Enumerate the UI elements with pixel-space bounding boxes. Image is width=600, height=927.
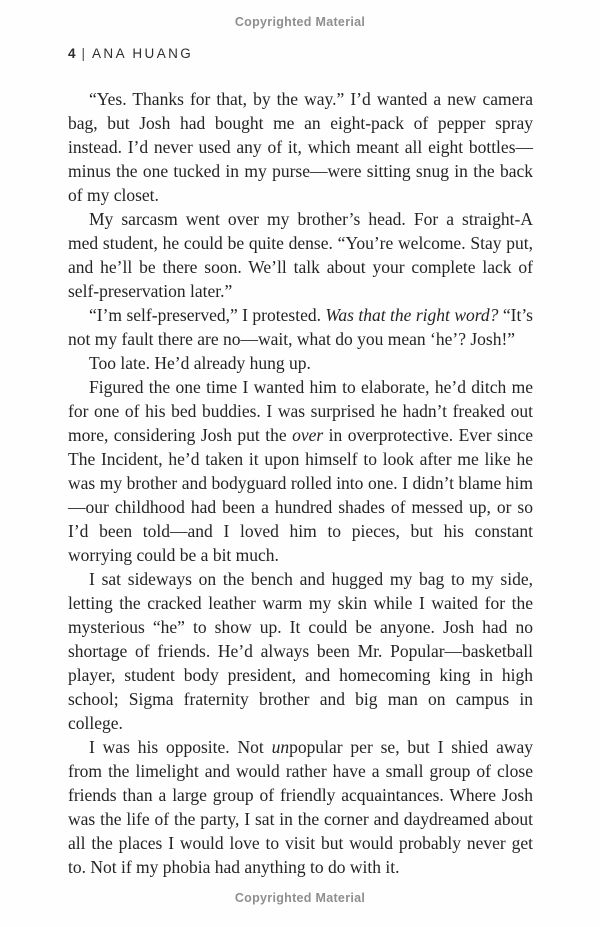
italic-text-run: over xyxy=(292,425,324,445)
italic-text-run: Was that the right word? xyxy=(325,305,499,325)
text-run: Too late. He’d already hung up. xyxy=(89,353,311,373)
text-run: Figured the one time I wanted him to elaborate, he’d ditch me for one of his bed buddies. I was surprised he hadn’t freaked out more, considering Josh put the xyxy=(68,377,533,445)
paragraph xyxy=(68,87,533,207)
running-header xyxy=(68,46,193,61)
paragraph xyxy=(68,351,533,375)
paragraph xyxy=(68,303,533,351)
italic-text-run: un xyxy=(271,737,290,757)
text-run: in overprotective. Ever since The Incident, he’d taken it upon himself to look after me like he was my brother and bodyguard rolled into one. I didn’t blame him—our childhood had been a hundred shades of messed up, or so I’d been told—and I loved him to pieces, but his constant worrying could be a bit much. xyxy=(68,425,534,565)
header-separator: | xyxy=(81,46,86,61)
body-text xyxy=(68,87,533,879)
paragraph xyxy=(68,735,533,879)
copyright-notice-top: Copyrighted Material xyxy=(234,15,366,29)
copyright-notice-bottom: Copyrighted Material xyxy=(234,891,366,905)
text-run: “Yes. Thanks for that, by the way.” I’d wanted a new camera bag, but Josh had bought me an eight-pack of pepper spray instead. I’d never used any of it, which meant all eight bottles—minus the one tucked in my purse—were sitting snug in the back of my closet. xyxy=(68,89,533,205)
text-run: popular per se, but I shied away from the limelight and would rather have a small group of close friends than a large group of friendly acquaintances. Where Josh was the life of the party, I sat in the corner and daydreamed about all the places I would love to visit but would probably never get to. Not if my phobia had anything to do with it. xyxy=(68,737,533,877)
paragraph xyxy=(68,567,533,735)
text-run: I was his opposite. Not xyxy=(89,737,272,757)
text-run: “I’m self-preserved,” I protested. xyxy=(89,305,326,325)
header-author: ANA HUANG xyxy=(92,46,194,61)
text-run: “It’s not my fault there are no—wait, what do you mean ‘he’? Josh!” xyxy=(68,305,533,349)
text-run: My sarcasm went over my brother’s head. For a straight-A med student, he could be quite dense. “You’re welcome. Stay put, and he’ll be there soon. We’ll talk about your complete lack of self-preservation later.” xyxy=(68,209,533,301)
text-run: I sat sideways on the bench and hugged my bag to my side, letting the cracked leather warm my skin while I waited for the mysterious “he” to show up. It could be anyone. Josh had no shortage of friends. He’d always been Mr. Popular—basketball player, student body president, and homecoming king in high school; Sigma fraternity brother and big man on campus in college. xyxy=(68,569,533,733)
page-number: 4 xyxy=(68,46,77,61)
paragraph xyxy=(68,207,533,303)
paragraph xyxy=(68,375,533,567)
